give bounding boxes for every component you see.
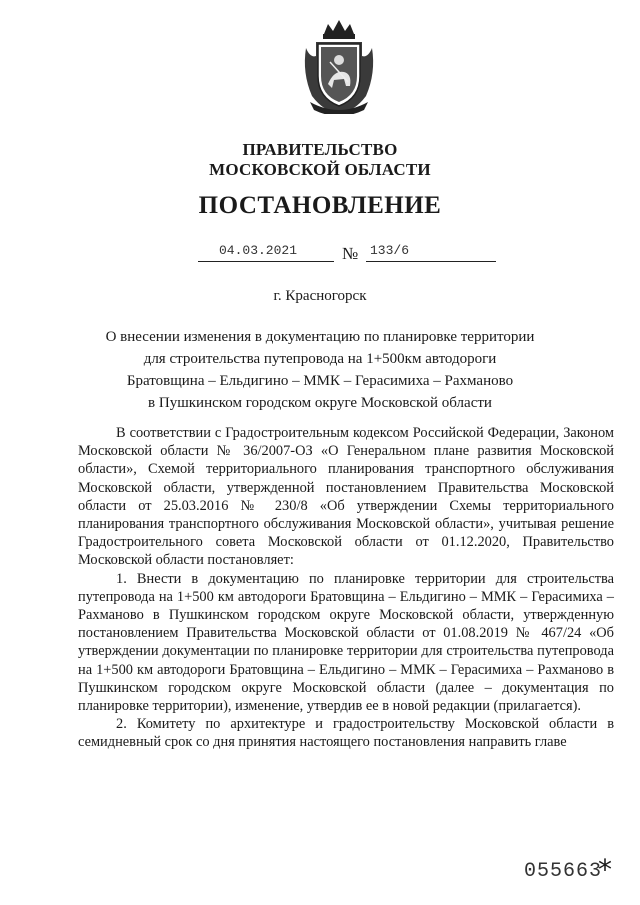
serial-number: 055663: [524, 860, 603, 883]
star-mark: *: [598, 853, 612, 886]
subject-line: в Пушкинском городском округе Московской области: [148, 395, 492, 411]
subject-line: О внесении изменения в документацию по планировке территории: [105, 329, 535, 345]
subject-line: Братовщина – Ельдигино – ММК – Герасимиха – Рахманово: [126, 373, 514, 389]
paragraph-preamble: В соответствии с Градостроительным кодексом Российской Федерации, Законом Московской области № 36/2007-ОЗ «О Генеральном плане развития Московской области», Схемой территориального планирования транспортного обслуживания Московской области, утвержденной постановлением Правительства Московской области от 25.03.2016 № 230/8 «Об утверждении Схемы территориального планирования транспортного обслуживания Московской области», учитывая решение Градостроительного совета Московской области от 01.12.2020, Правительство Московской области постановляет:: [78, 425, 614, 569]
paragraph-item-2: 2. Комитету по архитектуре и градостроительству Московской области в семидневный срок со дня принятия настоящего постановления направить главе: [78, 716, 614, 751]
document-date: 04.03.2021: [218, 243, 297, 258]
authority-line-1: ПРАВИТЕЛЬСТВО: [242, 140, 398, 159]
document-subject: [0, 326, 640, 414]
paragraph-item-1: 1. Внести в документацию по планировке территории для строительства путепровода на 1+500 км автодороги Братовщина – Ельдигино – ММК – Герасимиха – Рахманово в Пушкинском городском округе Московской области, утвержденную постановлением Правительства Московской области от 01.08.2019 № 467/24 «Об утверждении документации по планировке территории для строительства путепровода на 1+500 км автодороги Братовщина – Ельдигино – ММК – Герасимиха – Рахманово в Пушкинском городском округе Московской области (далее – документация по планировке территории), изменение, утвердив ее в новой редакции (прилагается).: [78, 570, 614, 715]
subject-line: для строительства путепровода на 1+500км автодороги: [143, 351, 497, 367]
number-sign: №: [342, 244, 359, 263]
city: г. Красногорск: [273, 288, 367, 304]
document-body: [78, 424, 614, 752]
coat-of-arms-icon: [300, 18, 378, 114]
document-type: ПОСТАНОВЛЕНИЕ: [198, 192, 442, 219]
authority-line-2: МОСКОВСКОЙ ОБЛАСТИ: [209, 160, 431, 179]
document-number: 133/6: [370, 243, 410, 258]
issuing-authority: [0, 140, 640, 180]
